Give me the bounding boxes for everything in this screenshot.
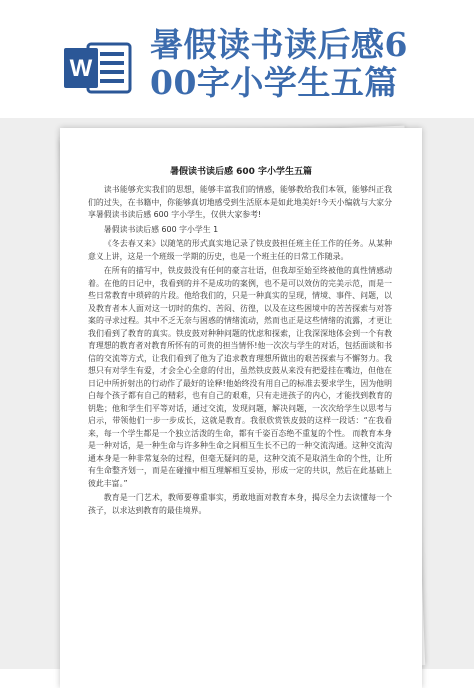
svg-text:W: W (69, 55, 93, 82)
document-body (88, 184, 392, 519)
paragraph-subtitle: 暑假读书读后感 600 字小学生 1 (103, 224, 219, 234)
page-title-line-1: 暑假读书读后感6 (150, 25, 408, 64)
page-title (150, 26, 470, 102)
word-document-icon (62, 38, 134, 96)
document-title: 暑假读书读后感 600 字小学生五篇 (169, 167, 313, 177)
header-banner (0, 0, 474, 125)
paragraph-2: 在所有的描写中，铁皮鼓没有任何的豪言壮语，但我却至始至终被他的真性情感动着。在他的日记中，我看到的并不是成功的案例，也不是可以效仿的完美示范，而是一些日常教育中琐碎的片段。他给我们的，只是一种真实的呈现，情境、事件、问题，以及教育者本人面对这一切时的焦灼、苦闷、彷徨，以及在这些困境中的苦苦探索与对答案的寻求过程。其中不乏无奈与困惑的情绪流动，然而也正是这些情绪的流露，才更让我们看到了教育的真实。铁皮鼓对种种问题的忧虑和探索，让我深深地体会到一个有教育理想的教育者对教育所怀有的可贵的担当情怀!他一次次与学生的对话，包括面谈和书信的交流等方式，让我们看到了他为了追求教育理想所做出的艰苦探索与不懈努力。我想只有对学生有爱，才会全心全意的付出，虽然铁皮鼓从来没有把爱挂在嘴边，但他在日记中所折射出的行动作了最好的诠释!他始终没有用自己的标准去要求学生，因为他明白每个孩子都有自己的精彩，也有自己的艰难，只有走进孩子的内心，才能找到教育的钥匙；他和学生们平等对话，通过交流，发现问题，解决问题，一次次给学生以思考与启示，带领他们一步一步成长，这就是教育。我很欣赏铁皮鼓的这样一段话：“在我看来，每一个学生都是一个独立活泼的生命，都有千姿百态绝不重复的个性。 而教育本身是一种对话，是一种生命与许多种生命之间相互生长不已的一种交流沟通。这种交流沟通本身是一种非常复杂的过程，但毫无疑问的是，这种交流不是取消生命的个性，让所有生命整齐划一，而是在碰撞中相互理解相互妥协，形成一定的共识，然后在此基础上彼此丰富。” (88, 266, 392, 488)
paragraph-intro: 读书能够充实我们的思想，能够丰富我们的情感，能够教给我们本领，能够纠正我们的过失，在书籍中，你能够真切地感受到生活原本是如此地美好!今天小编就与大家分享暑假读书读后感 600 字小学生，仅供大家参考! (88, 185, 392, 219)
document-page (60, 128, 422, 688)
paragraph-3: 教育是一门艺术，教师要尊重事实，勇敢地面对教育本身，揭尽全力去读懂每一个孩子，以求达到教育的最佳境界。 (88, 493, 392, 515)
paragraph-1: 《冬去春又来》以随笔的形式真实地记录了铁皮鼓担任班主任工作的任务。从某种意义上讲，这是一个班级一学期的历史，也是一个班主任的日常工作随录。 (88, 239, 392, 261)
page-title-line-2: 00字小学生五篇 (150, 63, 398, 102)
